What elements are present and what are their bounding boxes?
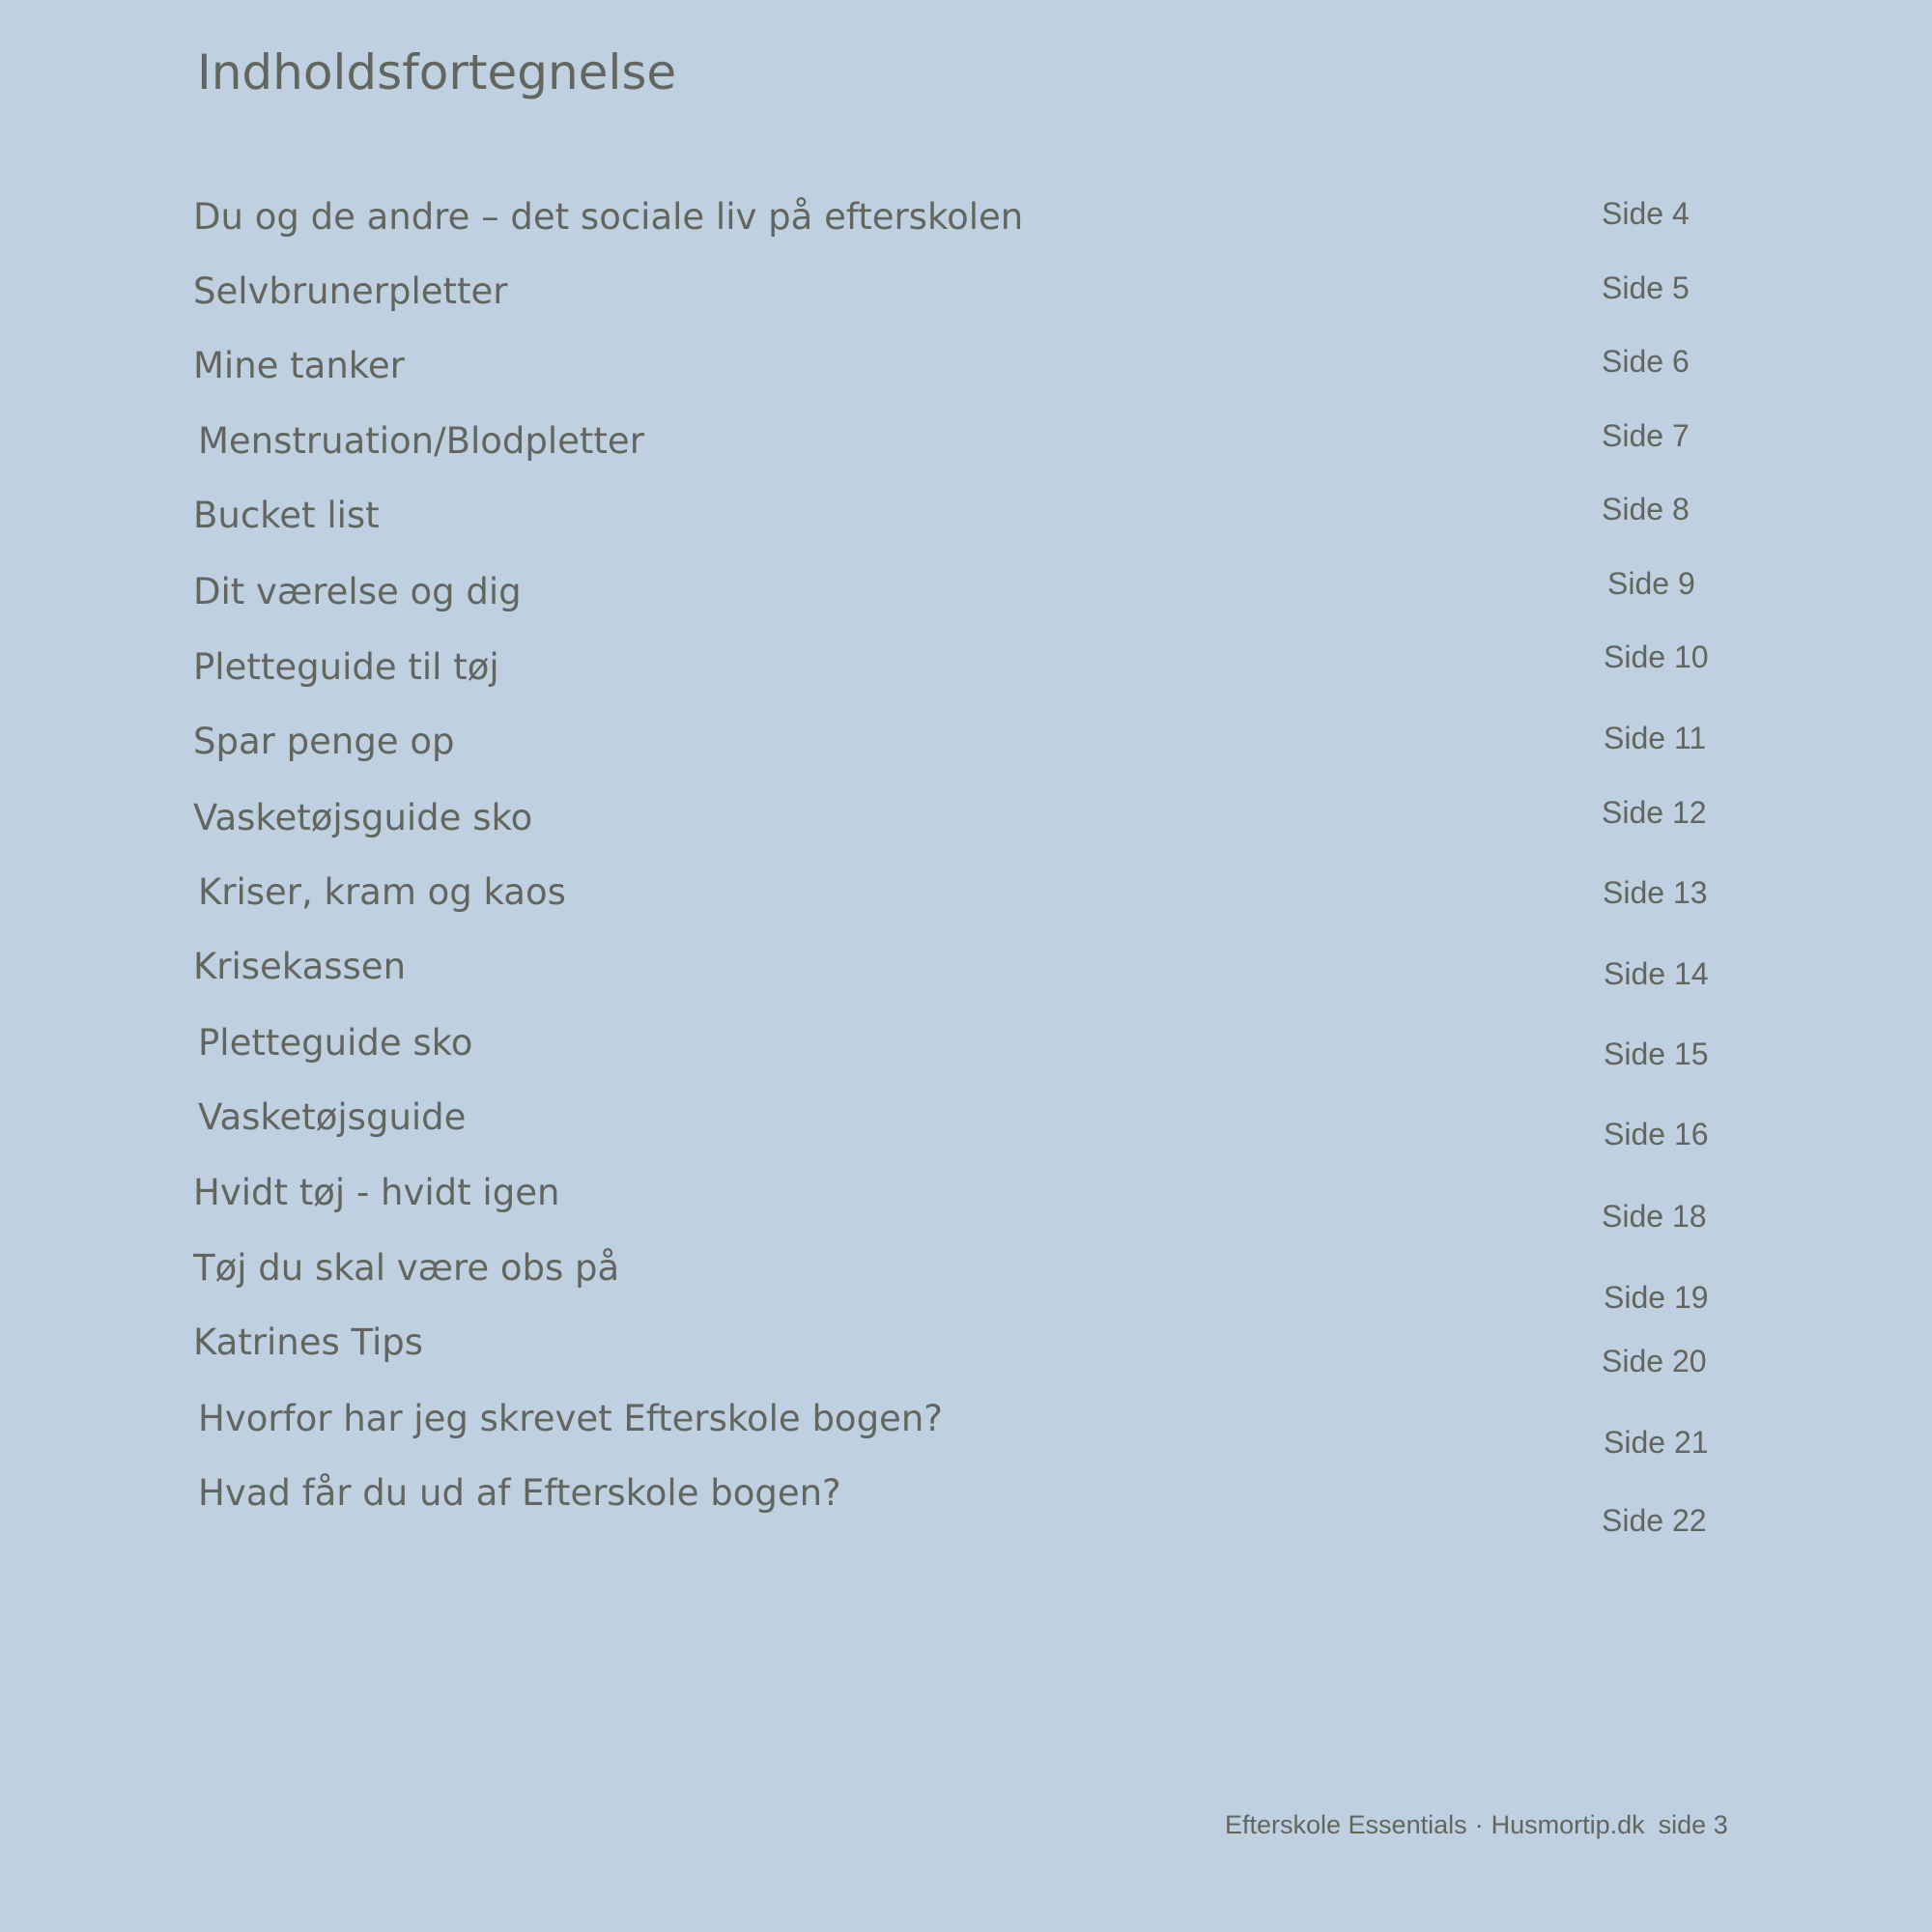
footer-book-title: Efterskole Essentials (1225, 1810, 1467, 1839)
page-footer (1225, 1808, 1728, 1841)
toc-entry-page: Side 22 (1602, 1503, 1707, 1538)
toc-entry-page: Side 10 (1604, 639, 1709, 674)
toc-entry-label: Bucket list (193, 495, 380, 536)
footer-page-number: side 3 (1658, 1810, 1728, 1839)
toc-entry-label: Pletteguide sko (198, 1022, 473, 1064)
toc-entry-label: Du og de andre – det sociale liv på efterskolen (193, 196, 1024, 238)
toc-entry-label: Spar penge op (193, 721, 455, 762)
toc-entry-page: Side 20 (1602, 1344, 1707, 1378)
toc-entry-page: Side 12 (1602, 795, 1707, 830)
toc-entry-label: Krisekassen (193, 946, 407, 987)
toc-entry-page: Side 18 (1602, 1199, 1707, 1234)
toc-entry-label: Tøj du skal være obs på (193, 1247, 620, 1289)
toc-entry-page: Side 16 (1604, 1117, 1709, 1151)
toc-entry-page: Side 15 (1604, 1037, 1709, 1071)
toc-entry-label: Kriser, kram og kaos (198, 871, 566, 913)
toc-entry-page: Side 11 (1604, 721, 1707, 755)
toc-entry-page: Side 4 (1602, 196, 1690, 231)
page-title: Indholdsfortegnelse (197, 44, 677, 100)
toc-entry-label: Selvbrunerpletter (193, 270, 508, 312)
toc-entry-label: Menstruation/Blodpletter (198, 420, 644, 462)
toc-entry-label: Vasketøjsguide sko (193, 797, 533, 838)
toc-entry-page: Side 8 (1602, 492, 1690, 526)
toc-entry-page: Side 9 (1607, 566, 1695, 601)
toc-entry-label: Mine tanker (193, 345, 405, 386)
toc-entry-label: Dit værelse og dig (193, 571, 522, 612)
toc-entry-label: Katrines Tips (193, 1321, 424, 1363)
footer-site: Husmortip.dk (1491, 1810, 1645, 1839)
toc-entry-page: Side 5 (1602, 270, 1690, 305)
toc-entry-label: Hvorfor har jeg skrevet Efterskole bogen? (198, 1398, 943, 1439)
toc-entry-label: Vasketøjsguide (198, 1096, 467, 1138)
toc-entry-page: Side 13 (1603, 875, 1708, 910)
toc-entry-label: Pletteguide til tøj (193, 646, 499, 688)
toc-entry-page: Side 14 (1604, 956, 1709, 991)
toc-entry-page: Side 6 (1602, 344, 1690, 379)
toc-entry-page: Side 19 (1604, 1280, 1709, 1315)
toc-entry-page: Side 7 (1602, 418, 1690, 453)
toc-entry-label: Hvidt tøj - hvidt igen (193, 1172, 560, 1213)
toc-entry-label: Hvad får du ud af Efterskole bogen? (198, 1472, 841, 1514)
footer-separator: · (1474, 1810, 1484, 1839)
toc-entry-page: Side 21 (1604, 1425, 1709, 1460)
